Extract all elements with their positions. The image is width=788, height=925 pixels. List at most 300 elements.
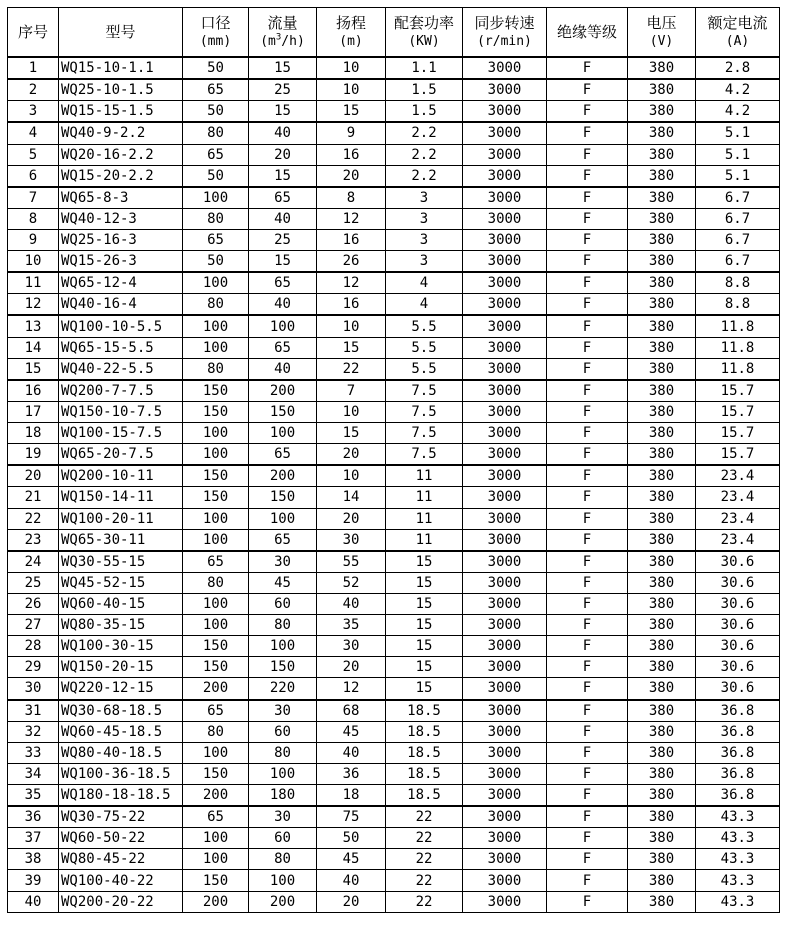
cell-voltage: 380	[628, 337, 696, 358]
col-header-speed	[463, 8, 547, 58]
col-header-diameter	[183, 8, 249, 58]
cell-diameter: 200	[183, 785, 249, 807]
cell-power: 15	[386, 657, 463, 678]
cell-flow: 45	[249, 572, 317, 593]
cell-no: 20	[8, 465, 59, 487]
cell-insulation: F	[547, 508, 628, 529]
cell-no: 28	[8, 636, 59, 657]
cell-head: 45	[317, 721, 386, 742]
cell-power: 4	[386, 294, 463, 316]
cell-model: WQ60-40-15	[59, 593, 183, 614]
cell-flow: 15	[249, 251, 317, 273]
cell-voltage: 380	[628, 465, 696, 487]
table-row	[8, 401, 780, 422]
cell-voltage: 380	[628, 529, 696, 551]
cell-model: WQ40-22-5.5	[59, 358, 183, 380]
cell-model: WQ220-12-15	[59, 678, 183, 700]
cell-voltage: 380	[628, 572, 696, 593]
cell-current: 30.6	[696, 615, 780, 636]
cell-model: WQ100-36-18.5	[59, 763, 183, 784]
cell-speed: 3000	[463, 785, 547, 807]
cell-flow: 25	[249, 79, 317, 101]
cell-model: WQ100-40-22	[59, 870, 183, 891]
cell-model: WQ60-50-22	[59, 828, 183, 849]
cell-power: 15	[386, 572, 463, 593]
cell-power: 15	[386, 678, 463, 700]
cell-flow: 80	[249, 615, 317, 636]
cell-current: 23.4	[696, 529, 780, 551]
cell-diameter: 150	[183, 401, 249, 422]
cell-no: 1	[8, 57, 59, 79]
table-row	[8, 572, 780, 593]
cell-head: 22	[317, 358, 386, 380]
cell-insulation: F	[547, 593, 628, 614]
cell-no: 33	[8, 742, 59, 763]
cell-insulation: F	[547, 849, 628, 870]
cell-current: 43.3	[696, 891, 780, 912]
cell-insulation: F	[547, 742, 628, 763]
header-row	[8, 8, 780, 58]
table-header	[8, 8, 780, 58]
cell-insulation: F	[547, 891, 628, 912]
cell-speed: 3000	[463, 401, 547, 422]
cell-diameter: 50	[183, 101, 249, 123]
cell-speed: 3000	[463, 444, 547, 466]
table-row	[8, 444, 780, 466]
cell-flow: 65	[249, 272, 317, 294]
cell-current: 4.2	[696, 79, 780, 101]
cell-insulation: F	[547, 165, 628, 187]
cell-no: 29	[8, 657, 59, 678]
cell-insulation: F	[547, 636, 628, 657]
cell-voltage: 380	[628, 785, 696, 807]
cell-flow: 40	[249, 208, 317, 229]
cell-head: 16	[317, 294, 386, 316]
col-header-head	[317, 8, 386, 58]
cell-voltage: 380	[628, 208, 696, 229]
cell-current: 2.8	[696, 57, 780, 79]
cell-model: WQ40-16-4	[59, 294, 183, 316]
cell-current: 23.4	[696, 487, 780, 508]
table-row	[8, 229, 780, 250]
cell-insulation: F	[547, 57, 628, 79]
cell-head: 16	[317, 229, 386, 250]
table-row	[8, 636, 780, 657]
cell-power: 1.5	[386, 79, 463, 101]
cell-voltage: 380	[628, 849, 696, 870]
table-row	[8, 508, 780, 529]
cell-diameter: 100	[183, 187, 249, 209]
table-row	[8, 165, 780, 187]
cell-diameter: 150	[183, 636, 249, 657]
cell-diameter: 100	[183, 529, 249, 551]
cell-current: 43.3	[696, 828, 780, 849]
cell-current: 30.6	[696, 678, 780, 700]
cell-power: 4	[386, 272, 463, 294]
cell-insulation: F	[547, 572, 628, 593]
cell-model: WQ65-15-5.5	[59, 337, 183, 358]
cell-speed: 3000	[463, 870, 547, 891]
cell-diameter: 100	[183, 272, 249, 294]
cell-power: 22	[386, 806, 463, 828]
cell-insulation: F	[547, 251, 628, 273]
cell-speed: 3000	[463, 636, 547, 657]
cell-model: WQ40-12-3	[59, 208, 183, 229]
cell-diameter: 65	[183, 551, 249, 573]
cell-power: 15	[386, 593, 463, 614]
cell-voltage: 380	[628, 508, 696, 529]
cell-current: 11.8	[696, 358, 780, 380]
cell-current: 36.8	[696, 742, 780, 763]
cell-no: 9	[8, 229, 59, 250]
cell-current: 36.8	[696, 700, 780, 722]
table-row	[8, 870, 780, 891]
cell-current: 30.6	[696, 593, 780, 614]
cell-power: 5.5	[386, 358, 463, 380]
cell-power: 15	[386, 636, 463, 657]
cell-no: 40	[8, 891, 59, 912]
cell-speed: 3000	[463, 251, 547, 273]
cell-current: 23.4	[696, 465, 780, 487]
cell-insulation: F	[547, 806, 628, 828]
col-header-model	[59, 8, 183, 58]
pump-spec-table	[7, 7, 780, 913]
col-header-label: 额定电流	[707, 14, 768, 32]
table-row	[8, 678, 780, 700]
cell-insulation: F	[547, 101, 628, 123]
cell-insulation: F	[547, 423, 628, 444]
table-row	[8, 785, 780, 807]
cell-head: 45	[317, 849, 386, 870]
table-row	[8, 593, 780, 614]
cell-power: 18.5	[386, 721, 463, 742]
cell-flow: 40	[249, 358, 317, 380]
cell-model: WQ25-10-1.5	[59, 79, 183, 101]
cell-no: 12	[8, 294, 59, 316]
cell-current: 15.7	[696, 401, 780, 422]
cell-insulation: F	[547, 229, 628, 250]
cell-no: 25	[8, 572, 59, 593]
table-row	[8, 763, 780, 784]
cell-head: 15	[317, 423, 386, 444]
cell-insulation: F	[547, 763, 628, 784]
cell-power: 3	[386, 208, 463, 229]
cell-current: 30.6	[696, 636, 780, 657]
cell-current: 6.7	[696, 208, 780, 229]
table-row	[8, 144, 780, 165]
cell-diameter: 80	[183, 358, 249, 380]
cell-speed: 3000	[463, 891, 547, 912]
cell-flow: 200	[249, 380, 317, 402]
cell-head: 10	[317, 57, 386, 79]
cell-speed: 3000	[463, 763, 547, 784]
cell-model: WQ100-20-11	[59, 508, 183, 529]
cell-speed: 3000	[463, 79, 547, 101]
cell-voltage: 380	[628, 700, 696, 722]
cell-insulation: F	[547, 721, 628, 742]
cell-current: 30.6	[696, 657, 780, 678]
cell-diameter: 100	[183, 315, 249, 337]
table-row	[8, 315, 780, 337]
cell-flow: 80	[249, 849, 317, 870]
cell-head: 75	[317, 806, 386, 828]
cell-speed: 3000	[463, 657, 547, 678]
cell-current: 11.8	[696, 315, 780, 337]
cell-insulation: F	[547, 272, 628, 294]
table-row	[8, 79, 780, 101]
cell-flow: 65	[249, 187, 317, 209]
cell-diameter: 80	[183, 122, 249, 144]
cell-model: WQ80-45-22	[59, 849, 183, 870]
cell-power: 18.5	[386, 785, 463, 807]
cell-no: 36	[8, 806, 59, 828]
cell-head: 15	[317, 337, 386, 358]
cell-diameter: 150	[183, 870, 249, 891]
col-header-flow	[249, 8, 317, 58]
table-row	[8, 122, 780, 144]
cell-head: 20	[317, 508, 386, 529]
cell-voltage: 380	[628, 401, 696, 422]
col-header-voltage	[628, 8, 696, 58]
cell-insulation: F	[547, 487, 628, 508]
cell-model: WQ200-10-11	[59, 465, 183, 487]
col-header-label: 流量	[267, 14, 298, 32]
cell-no: 11	[8, 272, 59, 294]
cell-diameter: 100	[183, 849, 249, 870]
cell-flow: 30	[249, 806, 317, 828]
cell-model: WQ65-20-7.5	[59, 444, 183, 466]
table-row	[8, 187, 780, 209]
cell-diameter: 100	[183, 828, 249, 849]
cell-power: 22	[386, 891, 463, 912]
table-row	[8, 721, 780, 742]
cell-no: 32	[8, 721, 59, 742]
cell-model: WQ30-68-18.5	[59, 700, 183, 722]
cell-insulation: F	[547, 529, 628, 551]
unit-superscript: 3	[275, 32, 282, 43]
cell-speed: 3000	[463, 593, 547, 614]
cell-voltage: 380	[628, 101, 696, 123]
cell-diameter: 150	[183, 763, 249, 784]
cell-power: 2.2	[386, 165, 463, 187]
cell-diameter: 200	[183, 891, 249, 912]
cell-power: 7.5	[386, 380, 463, 402]
cell-voltage: 380	[628, 57, 696, 79]
cell-current: 36.8	[696, 721, 780, 742]
cell-flow: 220	[249, 678, 317, 700]
cell-power: 11	[386, 487, 463, 508]
cell-power: 18.5	[386, 700, 463, 722]
cell-current: 11.8	[696, 337, 780, 358]
table-row	[8, 700, 780, 722]
cell-insulation: F	[547, 870, 628, 891]
cell-head: 40	[317, 593, 386, 614]
cell-speed: 3000	[463, 358, 547, 380]
cell-insulation: F	[547, 444, 628, 466]
cell-flow: 100	[249, 636, 317, 657]
cell-flow: 40	[249, 294, 317, 316]
cell-head: 50	[317, 828, 386, 849]
cell-current: 23.4	[696, 508, 780, 529]
cell-no: 24	[8, 551, 59, 573]
table-row	[8, 465, 780, 487]
cell-head: 15	[317, 101, 386, 123]
cell-speed: 3000	[463, 700, 547, 722]
cell-speed: 3000	[463, 337, 547, 358]
cell-current: 5.1	[696, 122, 780, 144]
table-row	[8, 337, 780, 358]
cell-no: 6	[8, 165, 59, 187]
cell-no: 2	[8, 79, 59, 101]
cell-current: 6.7	[696, 187, 780, 209]
table-row	[8, 529, 780, 551]
cell-no: 35	[8, 785, 59, 807]
cell-model: WQ150-20-15	[59, 657, 183, 678]
cell-power: 3	[386, 229, 463, 250]
cell-power: 11	[386, 465, 463, 487]
cell-speed: 3000	[463, 508, 547, 529]
cell-no: 8	[8, 208, 59, 229]
cell-no: 16	[8, 380, 59, 402]
cell-model: WQ65-30-11	[59, 529, 183, 551]
table-row	[8, 828, 780, 849]
cell-diameter: 200	[183, 678, 249, 700]
cell-insulation: F	[547, 380, 628, 402]
cell-model: WQ80-35-15	[59, 615, 183, 636]
cell-current: 43.3	[696, 806, 780, 828]
cell-model: WQ30-75-22	[59, 806, 183, 828]
cell-head: 16	[317, 144, 386, 165]
col-header-label: 序号	[17, 22, 48, 41]
cell-diameter: 100	[183, 593, 249, 614]
cell-voltage: 380	[628, 742, 696, 763]
cell-model: WQ15-26-3	[59, 251, 183, 273]
cell-speed: 3000	[463, 572, 547, 593]
cell-speed: 3000	[463, 487, 547, 508]
cell-voltage: 380	[628, 165, 696, 187]
cell-current: 6.7	[696, 251, 780, 273]
cell-power: 22	[386, 828, 463, 849]
cell-model: WQ100-10-5.5	[59, 315, 183, 337]
col-header-unit: (r/min)	[477, 34, 532, 49]
cell-no: 31	[8, 700, 59, 722]
cell-voltage: 380	[628, 891, 696, 912]
cell-insulation: F	[547, 615, 628, 636]
cell-insulation: F	[547, 144, 628, 165]
cell-model: WQ200-20-22	[59, 891, 183, 912]
cell-speed: 3000	[463, 806, 547, 828]
cell-flow: 65	[249, 529, 317, 551]
cell-speed: 3000	[463, 187, 547, 209]
cell-current: 8.8	[696, 272, 780, 294]
cell-speed: 3000	[463, 529, 547, 551]
cell-speed: 3000	[463, 849, 547, 870]
table-row	[8, 849, 780, 870]
cell-insulation: F	[547, 358, 628, 380]
cell-no: 4	[8, 122, 59, 144]
cell-power: 3	[386, 251, 463, 273]
cell-current: 15.7	[696, 423, 780, 444]
table-row	[8, 487, 780, 508]
cell-head: 10	[317, 79, 386, 101]
cell-no: 38	[8, 849, 59, 870]
cell-head: 26	[317, 251, 386, 273]
col-header-label: 扬程	[335, 14, 366, 32]
cell-no: 34	[8, 763, 59, 784]
cell-current: 36.8	[696, 763, 780, 784]
cell-flow: 200	[249, 891, 317, 912]
cell-voltage: 380	[628, 721, 696, 742]
cell-voltage: 380	[628, 380, 696, 402]
cell-power: 7.5	[386, 401, 463, 422]
cell-insulation: F	[547, 315, 628, 337]
cell-power: 3	[386, 187, 463, 209]
cell-voltage: 380	[628, 229, 696, 250]
cell-current: 36.8	[696, 785, 780, 807]
cell-flow: 150	[249, 657, 317, 678]
cell-insulation: F	[547, 785, 628, 807]
cell-diameter: 50	[183, 165, 249, 187]
cell-insulation: F	[547, 79, 628, 101]
cell-speed: 3000	[463, 615, 547, 636]
cell-head: 12	[317, 208, 386, 229]
cell-current: 5.1	[696, 165, 780, 187]
cell-model: WQ150-10-7.5	[59, 401, 183, 422]
cell-voltage: 380	[628, 636, 696, 657]
cell-no: 18	[8, 423, 59, 444]
cell-model: WQ65-12-4	[59, 272, 183, 294]
cell-diameter: 150	[183, 487, 249, 508]
table-row	[8, 101, 780, 123]
cell-voltage: 380	[628, 828, 696, 849]
cell-diameter: 150	[183, 380, 249, 402]
cell-power: 2.2	[386, 144, 463, 165]
cell-current: 15.7	[696, 380, 780, 402]
col-header-unit: (m)	[339, 34, 363, 49]
cell-no: 7	[8, 187, 59, 209]
cell-speed: 3000	[463, 229, 547, 250]
cell-flow: 25	[249, 229, 317, 250]
table-row	[8, 57, 780, 79]
col-header-label: 同步转速	[474, 14, 535, 32]
cell-flow: 150	[249, 487, 317, 508]
cell-current: 30.6	[696, 572, 780, 593]
cell-head: 30	[317, 529, 386, 551]
cell-current: 15.7	[696, 444, 780, 466]
cell-head: 9	[317, 122, 386, 144]
table-row	[8, 742, 780, 763]
cell-speed: 3000	[463, 828, 547, 849]
cell-power: 7.5	[386, 444, 463, 466]
cell-head: 55	[317, 551, 386, 573]
cell-speed: 3000	[463, 423, 547, 444]
cell-insulation: F	[547, 122, 628, 144]
cell-insulation: F	[547, 401, 628, 422]
cell-insulation: F	[547, 678, 628, 700]
cell-no: 19	[8, 444, 59, 466]
cell-model: WQ25-16-3	[59, 229, 183, 250]
cell-power: 11	[386, 529, 463, 551]
cell-diameter: 65	[183, 229, 249, 250]
cell-model: WQ80-40-18.5	[59, 742, 183, 763]
cell-no: 26	[8, 593, 59, 614]
cell-current: 6.7	[696, 229, 780, 250]
cell-speed: 3000	[463, 272, 547, 294]
cell-power: 22	[386, 849, 463, 870]
cell-voltage: 380	[628, 315, 696, 337]
cell-diameter: 65	[183, 700, 249, 722]
cell-speed: 3000	[463, 551, 547, 573]
